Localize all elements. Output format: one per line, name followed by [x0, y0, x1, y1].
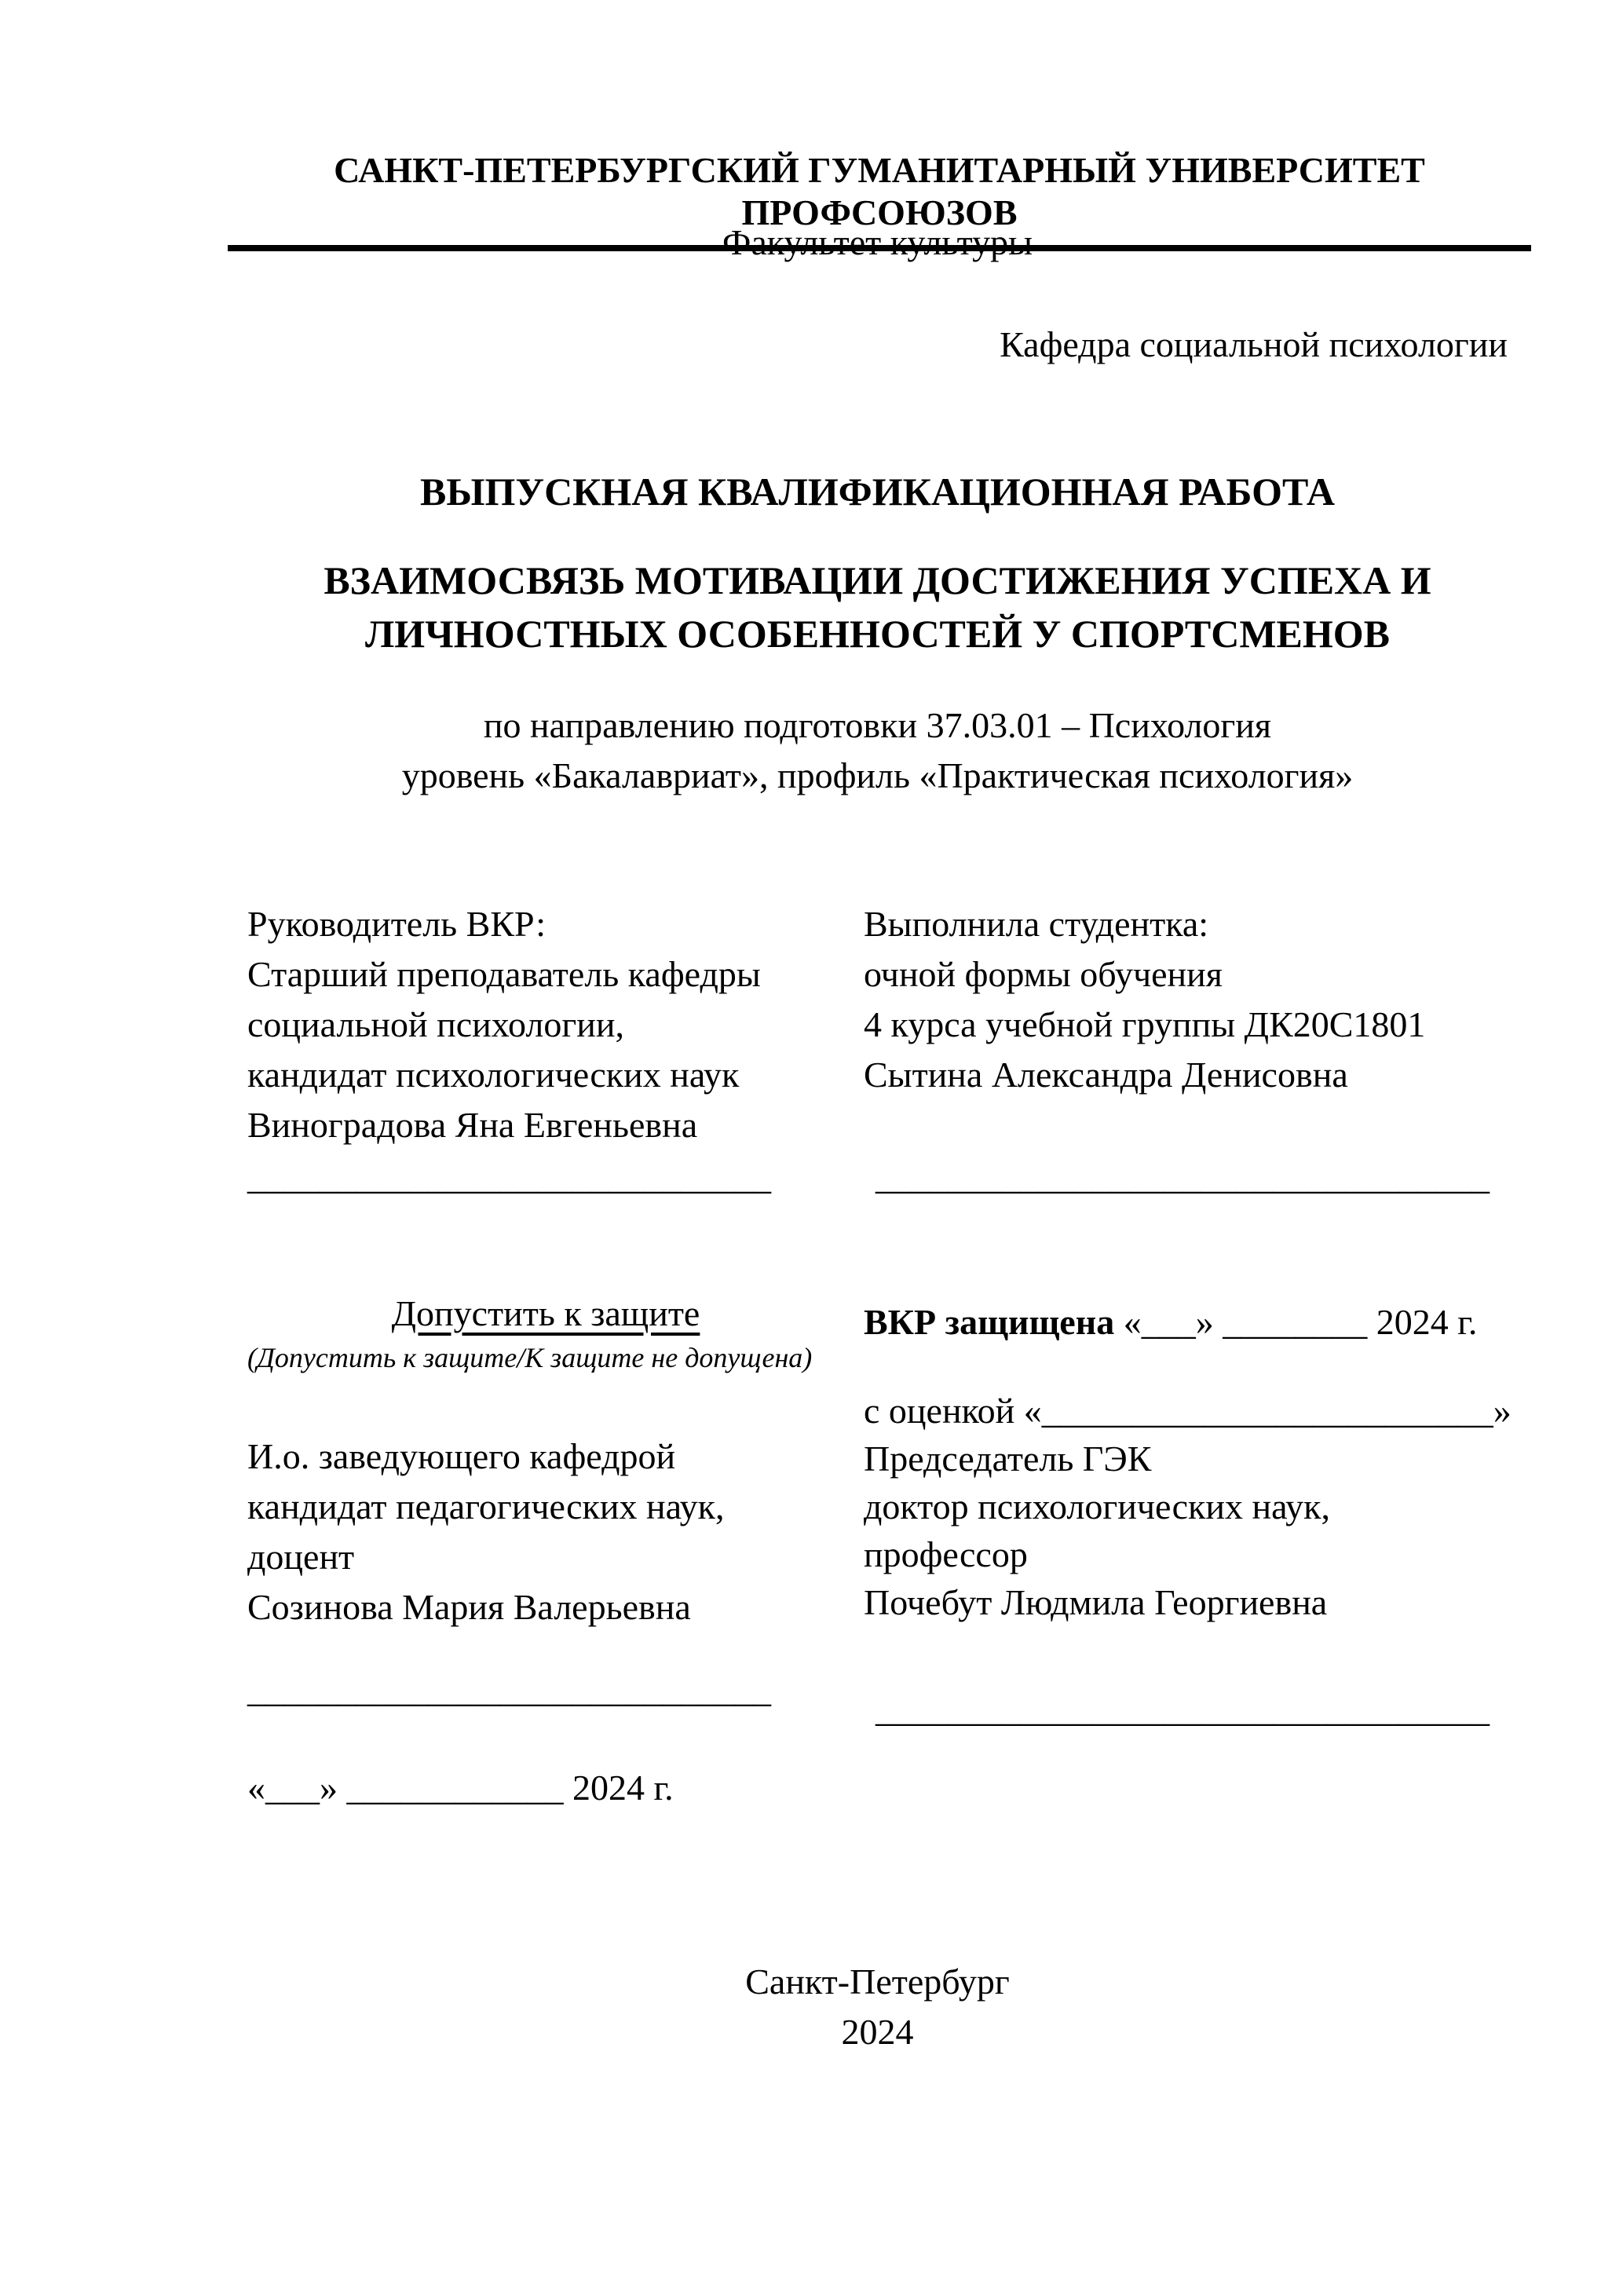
work-type-heading: ВЫПУСКНАЯ КВАЛИФИКАЦИОННАЯ РАБОТА [420, 470, 1335, 514]
defense-chairman-degree: доктор психологических наук, [864, 1486, 1331, 1526]
student-name: Сытина Александра Денисовна [864, 1055, 1348, 1095]
supervisor-signature-line: _____________________________ [247, 1157, 771, 1197]
defense-chairman-name: Почебут Людмила Георгиевна [864, 1582, 1328, 1622]
admission-heading: Допустить к защите [391, 1293, 700, 1333]
program-info [247, 700, 1508, 801]
student-signature-line: __________________________________ [875, 1157, 1490, 1197]
supervisor-degree: кандидат психологических наук [247, 1055, 740, 1095]
footer [247, 1957, 1508, 2057]
supervisor-position-line2: социальной психологии, [247, 1004, 624, 1044]
admission-degree: кандидат педагогических наук, [247, 1486, 725, 1526]
defense-grade-line: с оценкой «_________________________» [864, 1391, 1512, 1431]
defense-chairman-rank: профессор [864, 1534, 1028, 1574]
program-line2: уровень «Бакалавриат», профиль «Практическая психология» [401, 755, 1354, 795]
defense-status-line [864, 1299, 1555, 1346]
defense-signature-line: __________________________________ [875, 1689, 1490, 1729]
supervisor-position-line1: Старший преподаватель кафедры [247, 954, 761, 994]
student-group: 4 курса учебной группы ДК20С1801 [864, 1004, 1426, 1044]
faculty-line: Факультет культуры [722, 222, 1033, 262]
student-study-form: очной формы обучения [864, 954, 1223, 994]
thesis-title [247, 554, 1508, 660]
defense-chairman-label: Председатель ГЭК [864, 1439, 1152, 1479]
student-block [864, 899, 1539, 1100]
supervisor-name: Виноградова Яна Евгеньевна [247, 1105, 698, 1145]
admission-signature-line: _____________________________ [247, 1669, 771, 1709]
defense-status-date-blank: «___» ________ 2024 г. [1114, 1302, 1478, 1342]
admission-block [247, 1431, 844, 1632]
supervisor-role-label: Руководитель ВКР: [247, 904, 546, 944]
thesis-title-line2: ЛИЧНОСТНЫХ ОСОБЕННОСТЕЙ У СПОРТСМЕНОВ [364, 612, 1391, 656]
thesis-title-line1: ВЗАИМОСВЯЗЬ МОТИВАЦИИ ДОСТИЖЕНИЯ УСПЕХА И [324, 558, 1431, 602]
defense-status-label: ВКР защищена [864, 1302, 1115, 1342]
supervisor-block [247, 899, 828, 1150]
department-line: Кафедра социальной психологии [1000, 324, 1508, 364]
admission-note: (Допустить к защите/К защите не допущена) [247, 1342, 813, 1373]
defense-block [864, 1387, 1555, 1626]
admission-date-line: «___» ____________ 2024 г. [247, 1768, 674, 1808]
admission-name: Созинова Мария Валерьевна [247, 1587, 691, 1627]
admission-rank: доцент [247, 1537, 355, 1577]
footer-city: Санкт-Петербург [745, 1961, 1010, 2002]
admission-acting-head: И.о. заведующего кафедрой [247, 1436, 676, 1476]
footer-year: 2024 [841, 2012, 914, 2052]
student-role-label: Выполнила студентка: [864, 904, 1209, 944]
program-line1: по направлению подготовки 37.03.01 – Психология [483, 705, 1272, 745]
university-header: САНКТ-ПЕТЕРБУРГСКИЙ ГУМАНИТАРНЫЙ УНИВЕРСИТЕТ ПРОФСОЮЗОВ [228, 149, 1531, 251]
